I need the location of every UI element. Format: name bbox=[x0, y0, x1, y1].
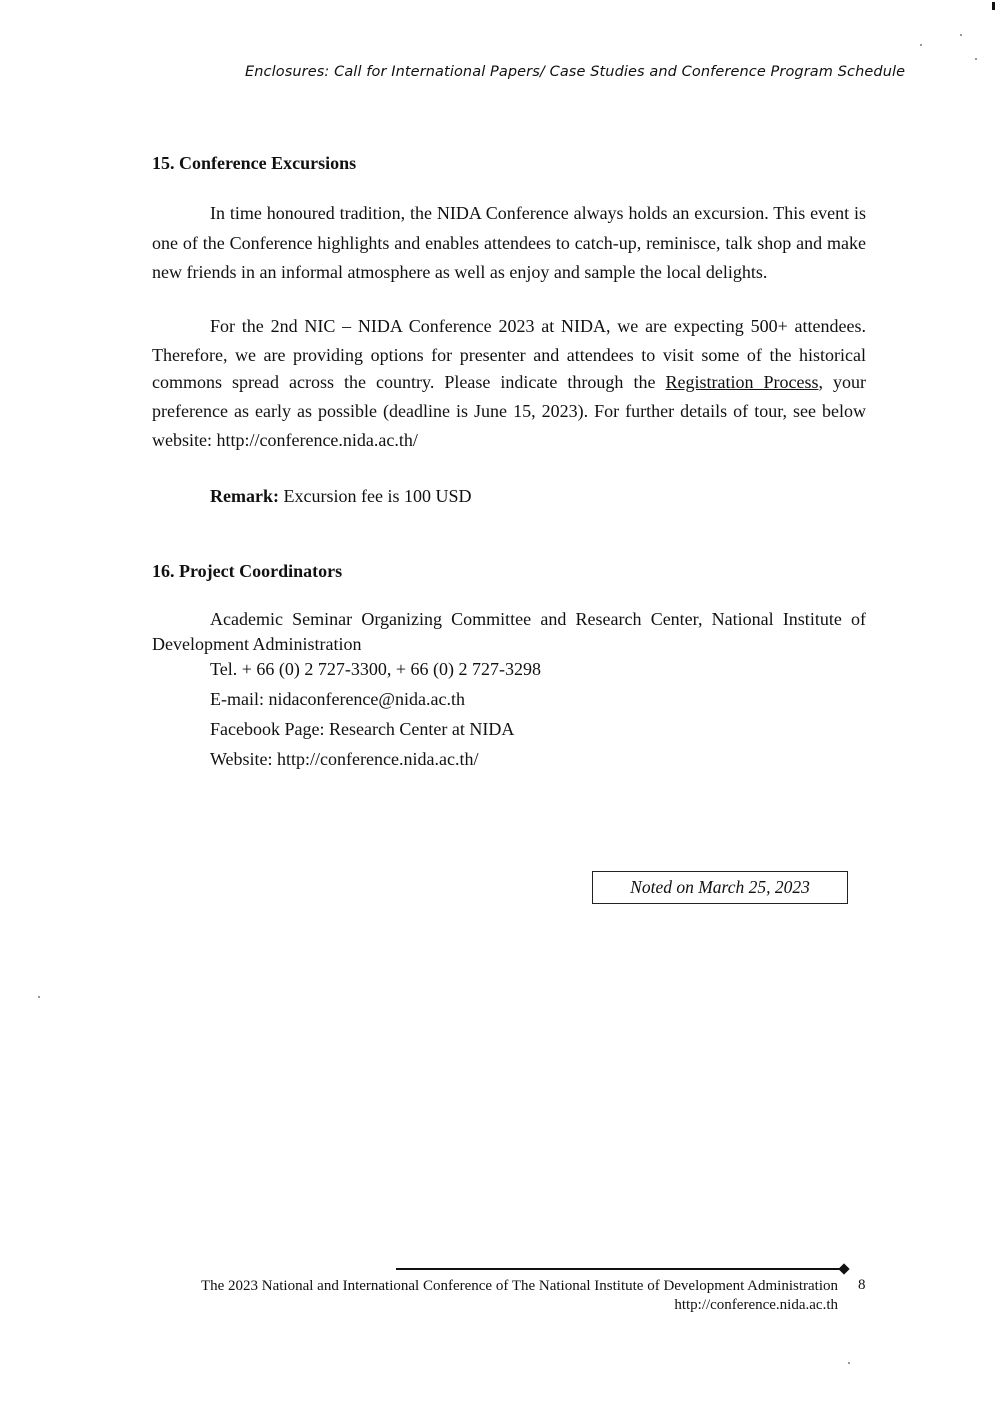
section-15-paragraph-2-line-1 bbox=[152, 316, 866, 337]
section-15-paragraph-2-line-4: preference as early as possible (deadline is June 15, 2023). For further details of tour, see below bbox=[152, 401, 866, 421]
footer-text bbox=[158, 1277, 838, 1315]
section-15-paragraph-1 bbox=[152, 199, 866, 288]
para2-line3-before: commons spread across the country. Please indicate through the bbox=[152, 372, 666, 392]
remark-label: Remark: bbox=[210, 486, 279, 506]
section-16-line-1-text: Academic Seminar Organizing Committee and Research Center, National Institute of bbox=[210, 609, 866, 629]
section-15-website-line[interactable]: website: http://conference.nida.ac.th/ bbox=[152, 430, 418, 450]
registration-process-link[interactable]: Registration Process bbox=[665, 372, 819, 392]
footer-url[interactable]: http://conference.nida.ac.th bbox=[674, 1297, 838, 1313]
page-number: 8 bbox=[858, 1277, 866, 1293]
section-16-heading: 16. Project Coordinators bbox=[152, 561, 343, 581]
scan-speck bbox=[960, 34, 962, 36]
footer-diamond-icon bbox=[838, 1263, 849, 1274]
noted-date-box: Noted on March 25, 2023 bbox=[592, 871, 848, 904]
section-16-line-2: Development Administration bbox=[152, 634, 362, 654]
enclosures-header: Enclosures: Call for International Papers/ Case Studies and Conference Program Schedule bbox=[245, 64, 906, 80]
section-15-paragraph-2-line-3 bbox=[152, 372, 866, 393]
scan-speck bbox=[920, 44, 922, 46]
para2-line3-after: , your bbox=[818, 372, 867, 392]
contact-facebook: Facebook Page: Research Center at NIDA bbox=[210, 719, 515, 739]
section-15-heading: 15. Conference Excursions bbox=[152, 153, 357, 173]
para2-line1-text: For the 2nd NIC – NIDA Conference 2023 at NIDA, we are expecting 500+ attendees. bbox=[210, 316, 866, 336]
contact-email[interactable]: E-mail: nidaconference@nida.ac.th bbox=[210, 689, 465, 709]
scan-mark bbox=[992, 2, 995, 10]
scan-speck bbox=[848, 1362, 850, 1364]
contact-telephone: Tel. + 66 (0) 2 727-3300, + 66 (0) 2 727-3298 bbox=[210, 659, 541, 679]
footer-title: The 2023 National and International Conference of The National Institute of Development Administration bbox=[200, 1278, 838, 1294]
section-16-line-1 bbox=[152, 609, 866, 630]
section-15-paragraph-2-line-2: Therefore, we are providing options for presenter and attendees to visit some of the historical bbox=[152, 345, 866, 365]
contact-website[interactable]: Website: http://conference.nida.ac.th/ bbox=[210, 749, 479, 769]
footer-rule bbox=[396, 1268, 842, 1270]
excursion-remark bbox=[210, 486, 471, 507]
scan-speck bbox=[975, 58, 977, 60]
section-15-paragraph-1-text: In time honoured tradition, the NIDA Conference always holds an excursion. This event is one of the Conference highlights and enables attendees to catch-up, reminisce, talk shop and make new friends in an informal atmosphere as well as enjoy and sample the local delights. bbox=[152, 203, 866, 282]
scan-speck bbox=[38, 996, 40, 998]
remark-text: Excursion fee is 100 USD bbox=[278, 486, 472, 506]
